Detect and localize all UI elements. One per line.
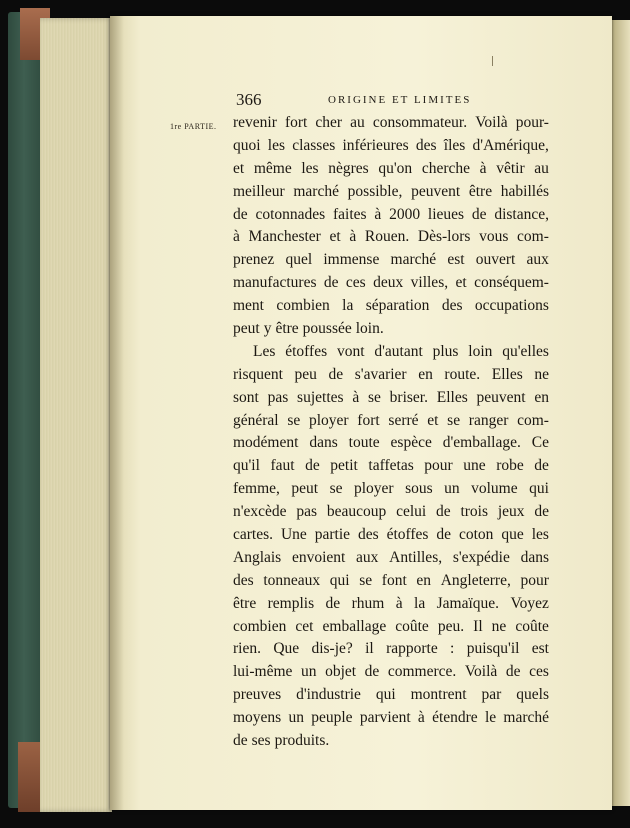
text-line: Les étoffes vont d'autant plus loin qu'elles	[253, 342, 549, 360]
body-text	[233, 112, 549, 753]
text-line: et même les nègres qu'on cherche à vêtir au	[233, 159, 549, 177]
page-mark	[492, 56, 493, 66]
text-line: lui-même un objet de commerce. Voilà de ces	[233, 663, 549, 681]
margin-part-label: 1re PARTIE.	[170, 122, 217, 131]
page-number: 366	[236, 90, 262, 109]
text-line: risquent peu de s'avarier en route. Elles ne	[233, 365, 549, 383]
text-line: à Manchester et à Rouen. Dès-lors vous com-	[233, 228, 549, 246]
text-line: peut y être poussée loin.	[233, 320, 384, 338]
text-line: Anglais envoient aux Antilles, s'expédie dans	[233, 548, 549, 566]
text-line: femme, peut se ployer sous un volume qui	[233, 480, 549, 498]
text-line: être remplis de rhum à la Jamaïque. Voyez	[233, 594, 549, 612]
text-line: rien. Que dis-je? il rapporte : puisqu'il est	[233, 640, 549, 658]
facing-page-edge	[612, 20, 630, 806]
text-line: de cotonnades faites à 2000 lieues de distance,	[233, 205, 549, 223]
text-line: sont pas sujettes à se briser. Elles peuvent en	[233, 388, 549, 406]
text-line: des tonneaux qui se font en Angleterre, pour	[233, 571, 549, 589]
text-line: qu'il faut de petit taffetas pour une robe de	[233, 457, 549, 475]
text-line: ment combien la séparation des occupations	[233, 297, 549, 315]
text-line: cartes. Une partie des étoffes de coton que les	[233, 526, 549, 544]
text-line: manufactures de ces deux villes, et conséquem-	[233, 274, 549, 292]
text-line: prenez quel immense marché est ouvert aux	[233, 251, 549, 269]
bleed-through-margin	[170, 140, 230, 180]
page-edges	[40, 18, 112, 812]
text-line: combien cet emballage coûte peu. Il ne coûte	[233, 617, 549, 635]
text-line: modément dans toute espèce d'emballage. Ce	[233, 434, 549, 452]
text-line: général se ployer fort serré et se ranger com-	[233, 411, 549, 429]
text-line: preuves d'industrie qui montrent par quels	[233, 686, 549, 704]
text-line: de ses produits.	[233, 732, 330, 750]
text-line: meilleur marché possible, peuvent être habillés	[233, 182, 549, 200]
running-title: ORIGINE ET LIMITES	[328, 94, 472, 106]
page-header	[236, 90, 496, 110]
text-line: revenir fort cher au consommateur. Voilà pour-	[233, 114, 549, 131]
text-line: moyens un peuple parvient à étendre le marché	[233, 709, 549, 727]
text-line: quoi les classes inférieures des îles d'Amérique,	[233, 136, 549, 154]
gutter-shadow	[110, 16, 124, 810]
text-line: n'excède pas beaucoup celui de trois jeux de	[233, 503, 549, 521]
